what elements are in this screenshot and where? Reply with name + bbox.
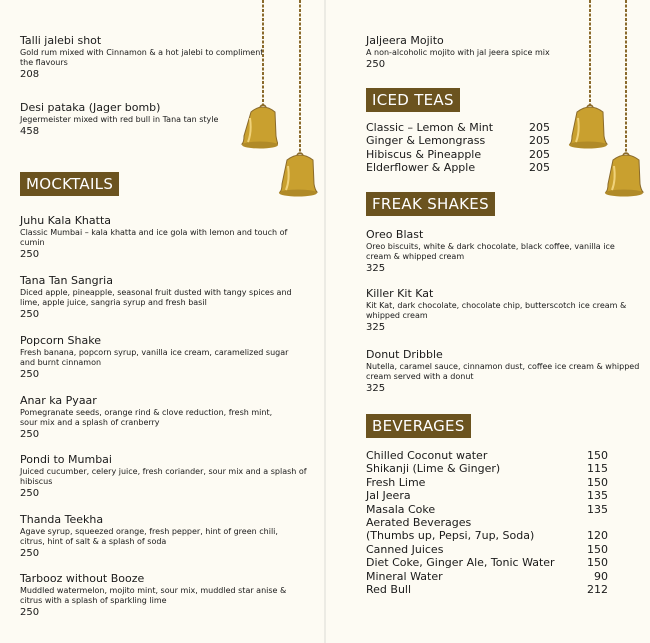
bell-icon [238,0,278,152]
item-price: 150 [587,542,608,556]
list-item [366,503,608,516]
list-item [366,489,608,502]
item-name: Donut Dribble [366,348,443,361]
item-price: 325 [366,383,386,394]
item-description: Muddled watermelon, mojito mint, sour mix, muddled star anise & citrus with a splash of sparkling lime [20,586,287,605]
item-name: Diet Coke, Ginger Ale, Tonic Water [366,556,555,570]
item-price: 120 [587,529,608,543]
item-name: Masala Coke [366,502,436,516]
item-name: Red Bull [366,583,412,597]
item-price: 250 [20,488,40,499]
iced-teas-list [366,121,550,175]
bell-icon [276,0,320,200]
item-name: Jaljeera Mojito [366,34,444,47]
item-description: Nutella, caramel sauce, cinnamon dust, coffee ice cream & whipped cream served with a donut [366,362,640,381]
menu-item-tarbooz-without-booze [20,572,292,619]
item-description: Pomegranate seeds, orange rind & clove reduction, fresh mint, sour mix and a splash of cranberry [20,408,273,427]
item-price: 150 [587,475,608,489]
item-name: Fresh Lime [366,475,426,489]
list-item [366,134,550,147]
list-item [366,476,608,489]
item-name: Jal Jeera [366,489,411,503]
menu-item-donut-dribble [366,348,641,395]
item-price: 250 [20,249,40,260]
list-item [366,121,550,134]
item-price: 325 [366,263,386,274]
item-name: Classic – Lemon & Mint [366,121,494,134]
section-heading-beverages: BEVERAGES [366,414,471,438]
menu-item-pondi-to-mumbai [20,453,310,500]
item-price: 135 [587,502,608,516]
menu-item-popcorn-shake [20,334,298,381]
item-name: Hibiscus & Pineapple [366,147,482,161]
item-name: Desi pataka (Jager bomb) [20,101,161,114]
menu-item-desi-pataka [20,101,270,138]
item-price: 250 [20,369,40,380]
list-item [366,570,608,583]
item-name: Anar ka Pyaar [20,394,97,407]
item-description: Diced apple, pineapple, seasonal fruit dusted with tangy spices and lime, apple juice, sangria syrup and fresh basil [20,288,292,307]
menu-item-killer-kit-kat [366,287,641,334]
item-description: Juiced cucumber, celery juice, fresh coriander, sour mix and a splash of hibiscus [20,467,307,486]
menu-item-oreo-blast [366,228,641,275]
item-price: 250 [20,429,40,440]
item-price: 458 [20,126,40,137]
item-price: 205 [529,121,550,134]
item-price: 150 [587,449,608,462]
menu-item-tana-tan-sangria [20,274,292,321]
menu-item-jaljeera-mojito [366,34,596,71]
item-name: Talli jalebi shot [20,34,102,47]
list-item [366,583,608,596]
item-price: 150 [587,556,608,570]
item-price: 325 [366,322,386,333]
item-name: Chilled Coconut water [366,449,488,462]
item-name: Canned Juices [366,542,444,556]
item-description: Jegermeister mixed with red bull in Tana tan style [20,115,219,124]
list-item [366,556,608,569]
list-item [366,462,608,475]
bell-icon [602,0,646,200]
menu-page-left [0,0,324,643]
item-price: 212 [587,583,608,597]
list-item [366,161,550,174]
item-price: 208 [20,69,40,80]
item-name: Elderflower & Apple [366,161,476,175]
item-price: 205 [529,134,550,148]
menu-item-thanda-teekha [20,513,292,560]
section-heading-mocktails: MOCKTAILS [20,172,119,196]
item-name: Oreo Blast [366,228,424,241]
item-description: Classic Mumbai – kala khatta and ice gola with lemon and touch of cumin [20,228,288,247]
menu-item-talli-jalebi-shot [20,34,270,81]
list-item [366,148,550,161]
item-name: Thanda Teekha [20,513,104,526]
item-name: Pondi to Mumbai [20,453,112,466]
item-name: (Thumbs up, Pepsi, 7up, Soda) [366,529,535,543]
item-name: Mineral Water [366,569,443,583]
item-description: Agave syrup, squeezed orange, fresh pepper, hint of green chili, citrus, hint of salt & a splash of soda [20,527,278,546]
item-price: 250 [20,309,40,320]
item-name: Juhu Kala Khatta [20,214,112,227]
list-item [366,543,608,556]
item-price: 250 [20,607,40,618]
item-name: Popcorn Shake [20,334,101,347]
list-item [366,529,608,542]
item-description: Gold rum mixed with Cinnamon & a hot jalebi to compliment the flavours [20,48,264,67]
item-name: Shikanji (Lime & Ginger) [366,462,501,476]
item-description: Fresh banana, popcorn syrup, vanilla ice cream, caramelized sugar and burnt cinnamon [20,348,289,367]
menu-item-anar-ka-pyaar [20,394,292,441]
section-heading-iced-teas: ICED TEAS [366,88,460,112]
item-price: 135 [587,489,608,503]
item-price: 90 [594,569,608,583]
item-price: 250 [20,548,40,559]
menu-item-juhu-kala-khatta [20,214,288,261]
list-item [366,516,608,529]
section-heading-freak-shakes: FREAK SHAKES [366,192,495,216]
item-name: Killer Kit Kat [366,287,434,300]
item-description: Kit Kat, dark chocolate, chocolate chip, butterscotch ice cream & whipped cream [366,301,627,320]
item-name: Tana Tan Sangria [20,274,113,287]
item-price: 205 [529,161,550,175]
item-name: Tarbooz without Booze [20,572,145,585]
menu-page-right [326,0,650,643]
item-price: 205 [529,147,550,161]
item-description: A non-alcoholic mojito with jal jeera spice mix [366,48,550,57]
item-price: 115 [587,462,608,476]
item-description: Oreo biscuits, white & dark chocolate, black coffee, vanilla ice cream & whipped cream [366,242,615,261]
list-item [366,449,608,462]
item-price: 250 [366,59,386,70]
beverages-list [366,449,608,596]
item-name: Ginger & Lemongrass [366,134,486,148]
item-name: Aerated Beverages [366,516,472,530]
